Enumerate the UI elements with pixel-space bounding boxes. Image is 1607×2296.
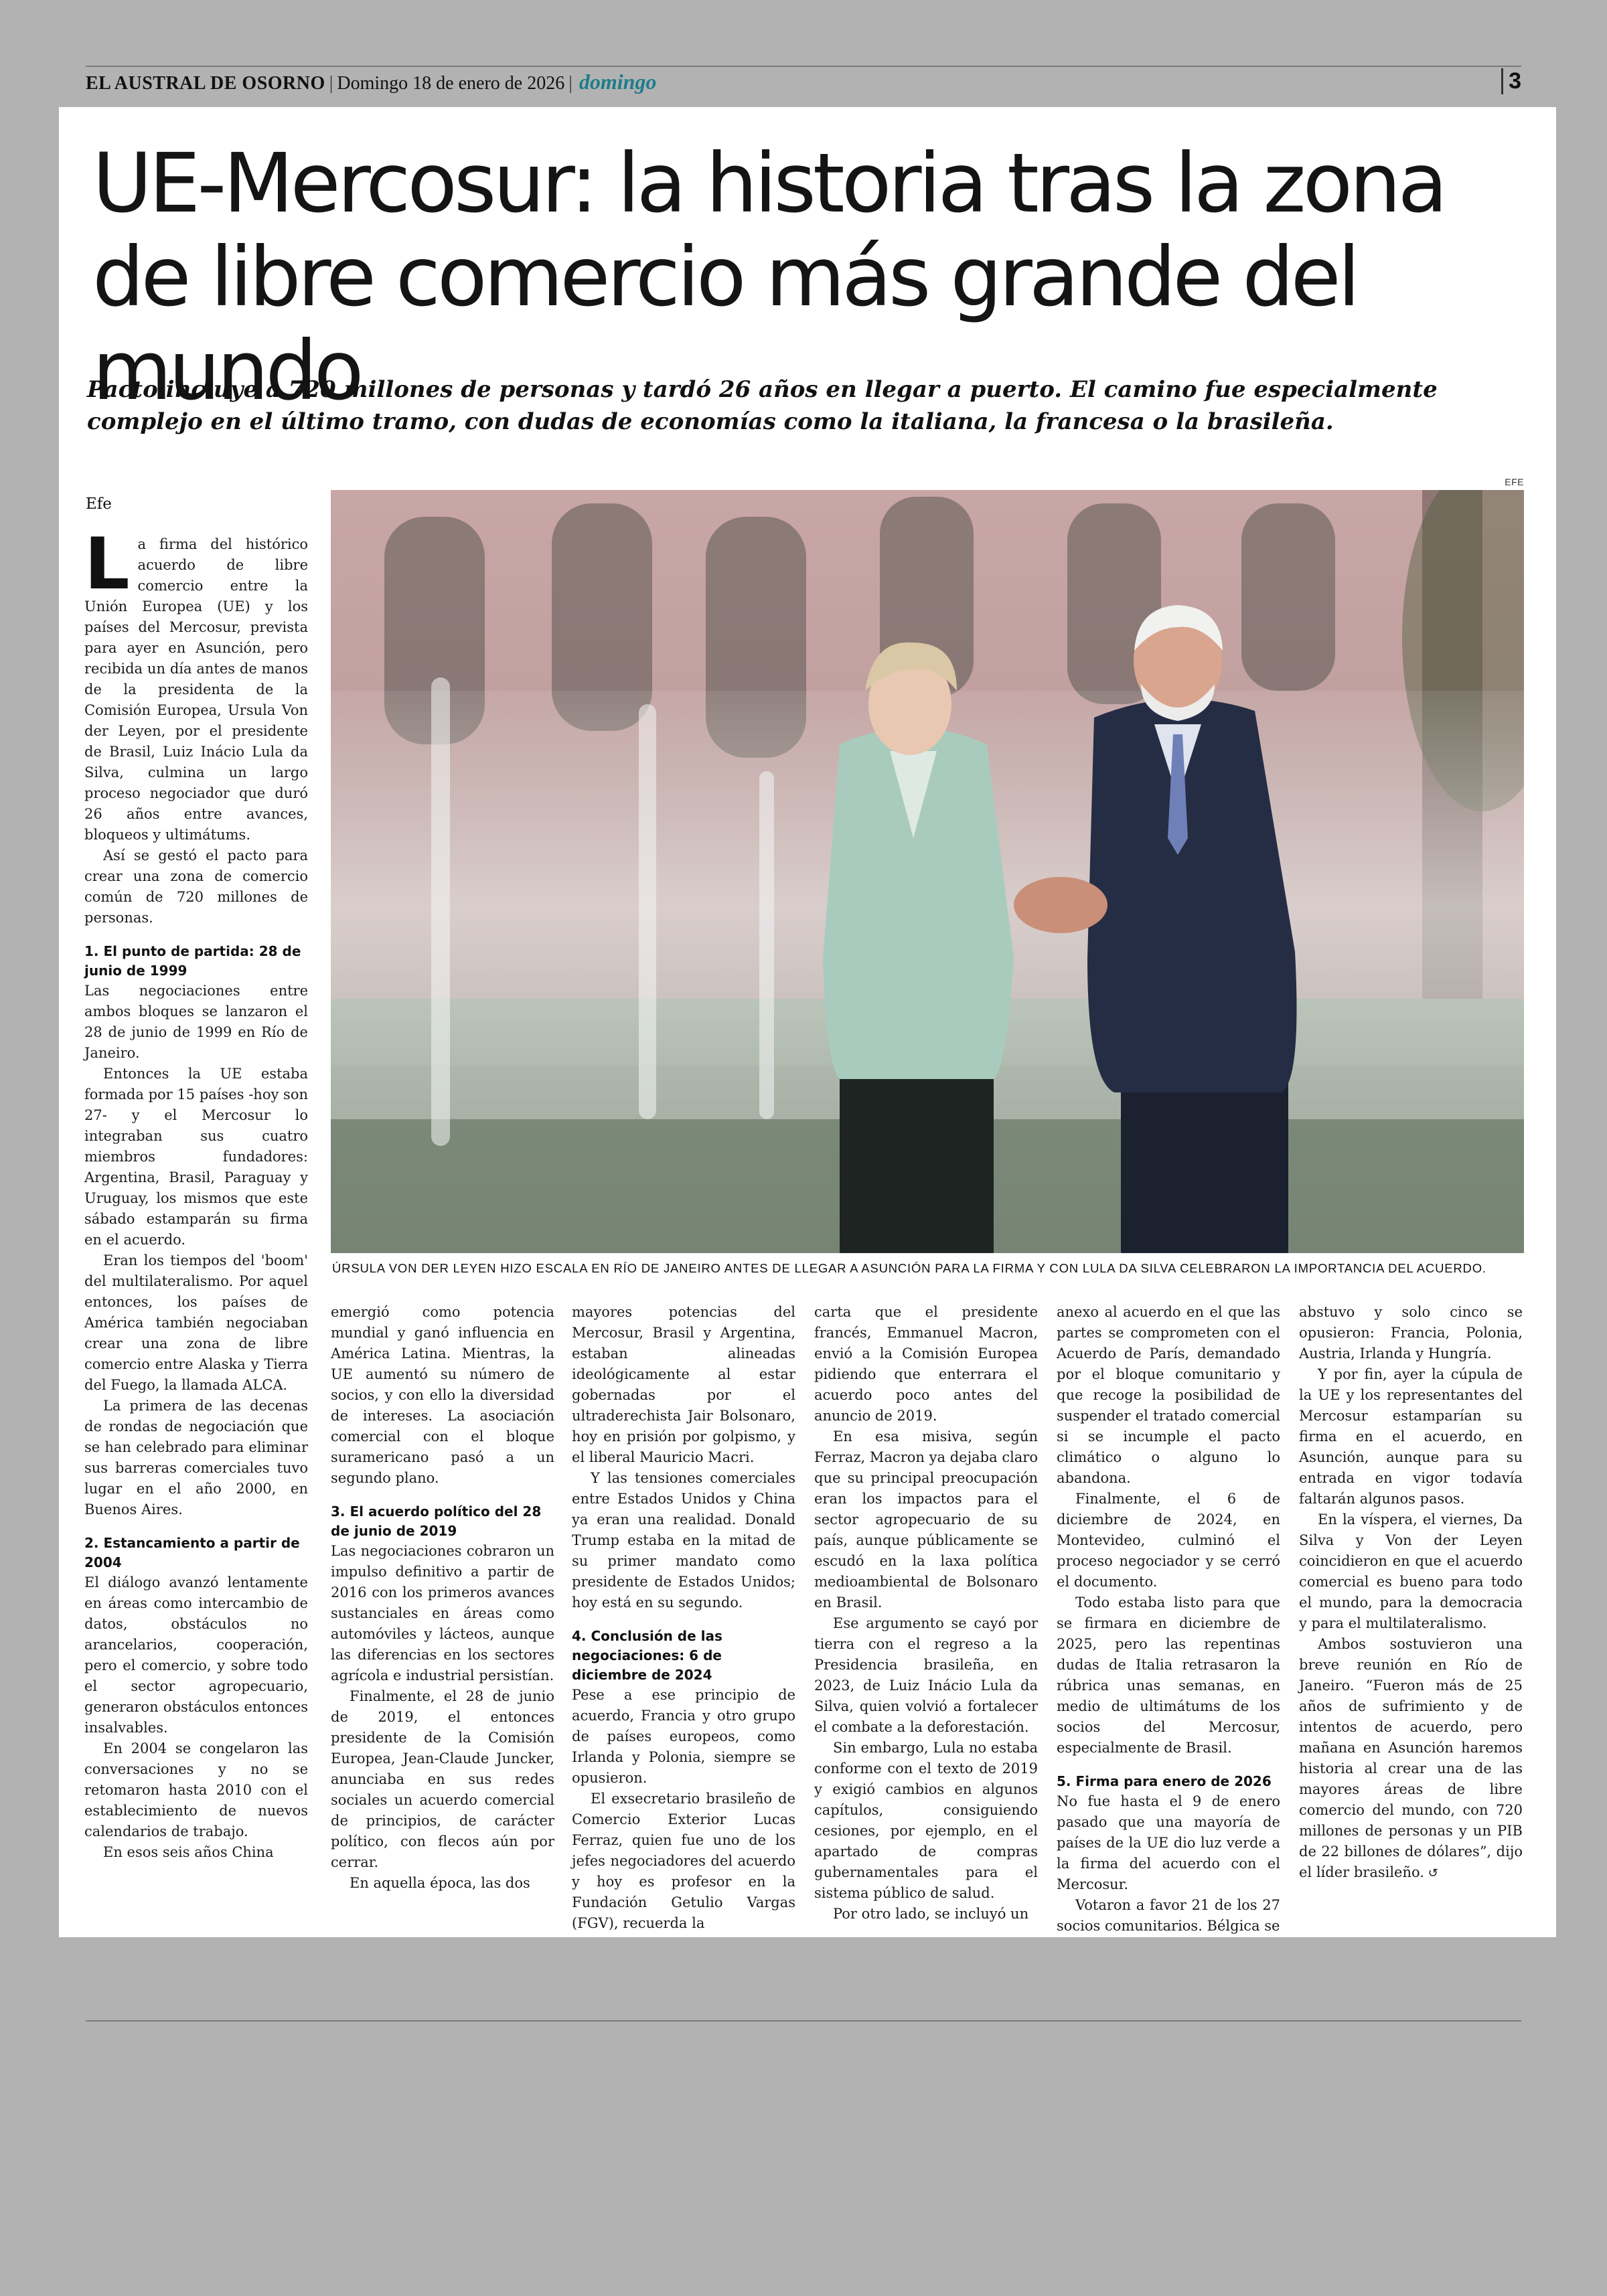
paragraph: Sin embargo, Lula no estaba conforme con el texto de 2019 y exigió cambios en algunos capítulos, consiguiendo cesiones, por ejemplo, en el apartado de compras gubernamentales para el sistema público de salud. bbox=[814, 1740, 1038, 1901]
paragraph: Todo estaba listo para que se firmara en diciembre de 2025, pero las repentinas dudas de Italia retrasaron la rúbrica unas semanas, en medio de ultimátums de los socios del Mercosur, especialmente de Brasil. bbox=[1057, 1594, 1280, 1756]
text-column-1 bbox=[84, 523, 308, 1863]
paragraph: Así se gestó el pacto para crear una zona de comercio común de 720 millones de personas. bbox=[84, 847, 308, 926]
paragraph: En aquella época, las dos bbox=[350, 1875, 530, 1891]
photo-credit: EFE bbox=[1505, 477, 1524, 487]
newspaper-page bbox=[59, 107, 1556, 1937]
news-photo bbox=[331, 490, 1524, 1253]
paragraph: Votaron a favor 21 de los 27 socios comunitarios. Bélgica se bbox=[1057, 1897, 1280, 1934]
section-subhead: 1. El punto de partida: 28 de junio de 1999 bbox=[84, 943, 301, 979]
publication-name: EL AUSTRAL DE OSORNO bbox=[86, 73, 325, 94]
paragraph: Finalmente, el 6 de diciembre de 2024, en Montevideo, culminó el proceso negociador y se cerró el documento. bbox=[1057, 1491, 1280, 1590]
masthead bbox=[86, 70, 1521, 96]
bottom-rule bbox=[86, 2020, 1521, 2022]
byline: Efe bbox=[86, 495, 112, 513]
paragraph: El diálogo avanzó lentamente en áreas como intercambio de datos, obstáculos no arancelarios, cooperación, pero el comercio, y sobre todo el sector agropecuario, generaron obstáculos entonces insalvables. bbox=[84, 1574, 308, 1736]
section-subhead: 3. El acuerdo político del 28 de junio de 2019 bbox=[331, 1503, 542, 1539]
top-rule bbox=[86, 66, 1521, 67]
paragraph: En esa misiva, según Ferraz, Macron ya dejaba claro que su principal preocupación eran los impactos para el sector agropecuario de su país, aunque públicamente se escudó en la laxa política medioambiental de Bolsonaro en Brasil. bbox=[814, 1428, 1038, 1611]
section-subhead: 2. Estancamiento a partir de 2004 bbox=[84, 1535, 300, 1570]
paragraph: Las negociaciones entre ambos bloques se lanzaron el 28 de junio de 1999 en Río de Janeiro. bbox=[84, 983, 308, 1061]
paragraph: La primera de las decenas de rondas de negociación que se han celebrado para eliminar sus barreras comerciales tuvo lugar en el año 2000, en Buenos Aires. bbox=[84, 1398, 308, 1518]
paragraph: Entonces la UE estaba formada por 15 países -hoy son 27- y el Mercosur lo integraban sus cuatro miembros fundadores: Argentina, Brasil, Paraguay y Uruguay, los mismos que este sábado estamparán su firma en el acuerdo. bbox=[84, 1066, 308, 1248]
paragraph: mayores potencias del Mercosur, Brasil y Argentina, estaban alineadas ideológicamente al estar gobernadas por el ultraderechista Jair Bolsonaro, hoy en prisión por golpismo, y el liberal Mauricio Macri. bbox=[572, 1304, 795, 1465]
masthead-separator: | bbox=[568, 73, 572, 94]
paragraph: Y las tensiones comerciales entre Estados Unidos y China ya eran una realidad. Donald Trump estaba en la mitad de su primer mandato como presidente de Estados Unidos; hoy está en su segundo. bbox=[572, 1470, 795, 1611]
paragraph: Ambos sostuvieron una breve reunión en Río de Janeiro. “Fueron más de 25 años de sufrimiento y de intentos de acuerdo, pero mañana en Asunción haremos historia al crear una de las mayores áreas de libre comercio del mundo, con 720 millones de personas y un PIB de 22 billones de dólares”, dijo el líder brasileño. bbox=[1299, 1636, 1523, 1880]
text-column-4 bbox=[814, 1302, 1038, 1924]
paragraph: Finalmente, el 28 de junio de 2019, el entonces presidente de la Comisión Europea, Jean-Claude Juncker, anunciaba en sus redes sociales un acuerdo comercial de principios, de carácter político, con flecos aún por cerrar. bbox=[331, 1688, 554, 1870]
drop-cap: L bbox=[84, 523, 130, 605]
paragraph: carta que el presidente francés, Emmanuel Macron, envió a la Comisión Europea pidiendo que enterrara el acuerdo poco antes del anuncio de 2019. bbox=[814, 1304, 1038, 1424]
paragraph: anexo al acuerdo en el que las partes se comprometen con el Acuerdo de París, demandado por el bloque comunitario y que recoge la posibilidad de suspender el tratado comercial si se incumple el pacto climático o alguno lo abandona. bbox=[1057, 1304, 1280, 1486]
paragraph: Eran los tiempos del 'boom' del multilateralismo. Por aquel entonces, los países de América también negociaban crear una zona de libre comercio entre Alaska y Tierra del Fuego, la llamada ALCA. bbox=[84, 1252, 308, 1393]
end-mark-icon: ↺ bbox=[1424, 1866, 1438, 1880]
paragraph: Y por fin, ayer la cúpula de la UE y los representantes del Mercosur estamparían su firma en el acuerdo, en Asunción, aunque para su entrada en vigor todavía faltarán algunos pasos. bbox=[1299, 1366, 1523, 1507]
masthead-separator: | bbox=[329, 73, 333, 94]
paragraph: abstuvo y solo cinco se opusieron: Francia, Polonia, Austria, Irlanda y Hungría. bbox=[1299, 1304, 1523, 1362]
photo-caption: ÚRSULA VON DER LEYEN HIZO ESCALA EN RÍO DE JANEIRO ANTES DE LLEGAR A ASUNCIÓN PARA LA FIRMA Y CON LULA DA SILVA CELEBRARON LA IMPORTANCIA DEL ACUERDO. bbox=[332, 1261, 1486, 1275]
paragraph: Por otro lado, se incluyó un bbox=[833, 1906, 1029, 1922]
section-name: domingo bbox=[579, 70, 657, 94]
paragraph: Pese a ese principio de acuerdo, Francia y otro grupo de países europeos, como Irlanda y Polonia, siempre se opusieron. bbox=[572, 1687, 795, 1786]
paragraph: Las negociaciones cobraron un impulso definitivo a partir de 2016 con los primeros avances sustanciales en áreas como automóviles y lácteos, aunque las diferencias en los sectores agrícola e industrial persistían. bbox=[331, 1543, 554, 1684]
text-column-3 bbox=[572, 1302, 795, 1934]
section-subhead: 4. Conclusión de las negociaciones: 6 de diciembre de 2024 bbox=[572, 1628, 722, 1683]
deck: Pacto incluye a 720 millones de personas y tardó 26 años en llegar a puerto. El camino fue especialmente complejo en el último tramo, con dudas de economías como la italiana, la francesa o la brasileña. bbox=[87, 376, 1438, 435]
paragraph: En esos seis años China bbox=[103, 1844, 274, 1860]
text-column-5 bbox=[1057, 1302, 1280, 1937]
paragraph: El exsecretario brasileño de Comercio Exterior Lucas Ferraz, quien fue uno de los jefes negociadores del acuerdo y hoy es profesor en la Fundación Getulio Vargas (FGV), recuerda la bbox=[572, 1791, 795, 1931]
headline: UE-Mercosur: la historia tras la zona de libre comercio más grande del mundo bbox=[92, 136, 1445, 418]
text-column-2 bbox=[331, 1302, 554, 1894]
paragraph: Ese argumento se cayó por tierra con el regreso a la Presidencia brasileña, en 2023, de Luiz Inácio Lula da Silva, quien volvió a fortalecer el combate a la deforestación. bbox=[814, 1615, 1038, 1735]
paragraph: En 2004 se congelaron las conversaciones y no se retomaron hasta 2010 con el establecimiento de nuevos calendarios de trabajo. bbox=[84, 1740, 308, 1839]
issue-date: Domingo 18 de enero de 2026 bbox=[337, 73, 565, 94]
text-column-6 bbox=[1299, 1302, 1523, 1884]
paragraph: No fue hasta el 9 de enero pasado que una mayoría de países de la UE dio luz verde a la firma del acuerdo con el Mercosur. bbox=[1057, 1793, 1280, 1892]
paragraph: En la víspera, el viernes, Da Silva y Von der Leyen coincidieron en que el acuerdo comercial es bueno para todo el mundo, para la democracia y para el multilateralismo. bbox=[1299, 1511, 1523, 1631]
section-subhead: 5. Firma para enero de 2026 bbox=[1057, 1773, 1272, 1789]
paragraph: a firma del histórico acuerdo de libre comercio entre la Unión Europea (UE) y los países del Mercosur, prevista para ayer en Asunción, pero recibida un día antes de manos de la presidenta de la Comisión Europea, Ursula Von der Leyen, por el presidente de Brasil, Luiz Inácio Lula da Silva, culmina un largo proceso negociador que duró 26 años entre avances, bloqueos y ultimátums. bbox=[84, 536, 308, 843]
paragraph: emergió como potencia mundial y ganó influencia en América Latina. Mientras, la UE aumentó su número de socios, y con ello la diversidad de intereses. La asociación comercial con el bloque suramericano pasó a un segundo plano. bbox=[331, 1304, 554, 1486]
page-number: 3 bbox=[1501, 68, 1521, 94]
